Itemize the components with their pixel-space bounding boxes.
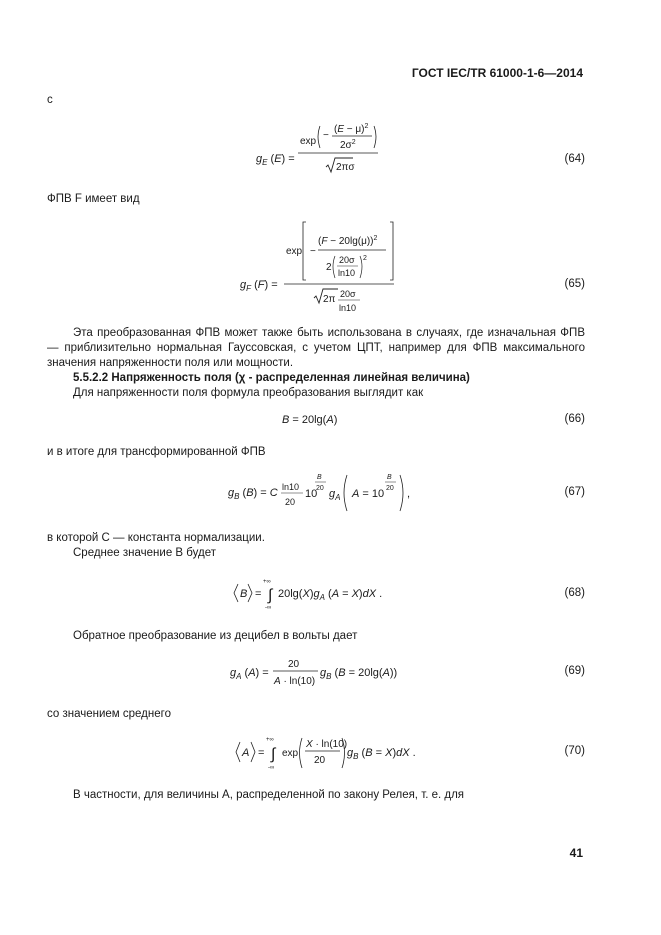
svg-text:gA (A) =: $g_A$ (A) = bbox=[230, 667, 269, 681]
equation-69 bbox=[228, 654, 408, 690]
svg-text:-∞: -∞ bbox=[268, 765, 275, 771]
svg-text:X · ln(10): X · ln(10) bbox=[306, 739, 348, 750]
svg-text:gB (B = 20lg(A)): $g_B$ (B = 20lg(A)) bbox=[320, 667, 398, 681]
svg-text:-∞: -∞ bbox=[265, 605, 272, 611]
svg-text:ln10: ln10 bbox=[338, 268, 356, 278]
svg-text:20σ: 20σ bbox=[339, 255, 355, 265]
svg-text:20: 20 bbox=[314, 755, 326, 766]
svg-text:gE (E) =: $g_E$ (E) = bbox=[256, 153, 295, 167]
svg-text:gB (B = X)dX .: $g_B$ (B = X)dX . bbox=[347, 747, 416, 761]
equation-67 bbox=[226, 470, 416, 516]
svg-text:2πσ: 2πσ bbox=[336, 162, 355, 173]
equation-68 bbox=[230, 576, 410, 612]
page-number: 41 bbox=[569, 846, 583, 860]
svg-text:=: = bbox=[255, 588, 262, 600]
text-result: и в итоге для трансформированной ФПВ bbox=[47, 446, 266, 458]
svg-text:B = 20lg(A): B = 20lg(A) bbox=[282, 414, 338, 426]
svg-text:B: B bbox=[240, 588, 248, 600]
svg-text:(F − 20lg(μ))2: $(F - 20\lg(\mu))^2$ bbox=[318, 235, 378, 247]
svg-text:2: 2 bbox=[363, 255, 367, 262]
svg-text:A: A bbox=[242, 747, 250, 759]
svg-text:B: B bbox=[387, 474, 392, 481]
svg-text:2: 2 bbox=[326, 262, 332, 273]
svg-text:20: 20 bbox=[316, 485, 324, 492]
svg-text:A = 10: A = 10 bbox=[352, 488, 385, 500]
document-code: ГОСТ IEC/TR 61000-1-6—2014 bbox=[411, 66, 583, 80]
text-inverse: Обратное преобразование из децибел в вольты дает bbox=[73, 630, 358, 642]
text-formula-intro: Для напряженности поля формула преобразования выглядит как bbox=[73, 387, 424, 399]
svg-text:(E − μ)2: $(E - \mu)^2$ bbox=[334, 123, 369, 135]
svg-text:exp: exp bbox=[282, 748, 299, 759]
svg-text:2π: 2π bbox=[323, 294, 336, 305]
equation-66 bbox=[280, 408, 360, 430]
equation-70 bbox=[232, 732, 422, 772]
equation-number-70: (70) bbox=[564, 745, 585, 757]
svg-text:ln10: ln10 bbox=[339, 303, 357, 313]
svg-text:gA: $g_A$ bbox=[329, 488, 341, 502]
svg-text:20lg(X)gA (A = X)dX .: $20\lg(X)g_A$ (A = X)dX . bbox=[278, 588, 383, 602]
equation-number-64: (64) bbox=[564, 153, 585, 165]
section-heading: 5.5.2.2 Напряженность поля (χ - распределенная линейная величина) bbox=[73, 372, 470, 384]
equation-64 bbox=[250, 118, 390, 180]
svg-text:10: 10 bbox=[305, 488, 318, 500]
text-rayleigh: В частности, для величины А, распределенной по закону Релея, т. е. для bbox=[73, 789, 465, 801]
text-where: в которой C — константа нормализации. bbox=[47, 532, 265, 544]
svg-text:,: , bbox=[407, 488, 411, 500]
equation-number-67: (67) bbox=[564, 486, 585, 498]
paragraph-transformed: Эта преобразованная ФПВ может также быть использована в случаях, где изначальная ФПВ — приблизительно нормальная Гауссовская, с учетом ЦПТ, например для ФПВ максимального значения напряженности поля или мощности. bbox=[47, 327, 585, 369]
text-mean: Среднее значение B будет bbox=[73, 547, 216, 559]
svg-text:gF (F) =: $g_F$ (F) = bbox=[240, 279, 278, 293]
svg-text:−: − bbox=[310, 246, 316, 257]
text-mean-value: со значением среднего bbox=[47, 708, 171, 720]
svg-text:20: 20 bbox=[285, 497, 296, 507]
svg-text:∫: ∫ bbox=[268, 587, 273, 604]
svg-text:exp: exp bbox=[300, 136, 317, 147]
svg-text:20: 20 bbox=[386, 485, 394, 492]
svg-text:20σ: 20σ bbox=[340, 289, 356, 299]
svg-text:20: 20 bbox=[288, 659, 300, 670]
text-fpv-f: ФПВ F имеет вид bbox=[47, 193, 140, 205]
equation-number-66: (66) bbox=[564, 413, 585, 425]
svg-text:−: − bbox=[323, 130, 329, 141]
equation-number-69: (69) bbox=[564, 665, 585, 677]
svg-text:ln10: ln10 bbox=[282, 482, 300, 492]
svg-text:A · ln(10): A · ln(10) bbox=[274, 676, 316, 687]
svg-text:+∞: +∞ bbox=[266, 737, 274, 743]
text-with: с bbox=[47, 94, 53, 106]
svg-text:+∞: +∞ bbox=[263, 579, 271, 585]
svg-text:exp: exp bbox=[286, 246, 303, 257]
svg-text:gB (B) = C: $g_B$ (B) = C bbox=[228, 487, 278, 501]
equation-number-68: (68) bbox=[564, 587, 585, 599]
svg-text:=: = bbox=[258, 747, 265, 759]
equation-number-65: (65) bbox=[564, 278, 585, 290]
svg-text:2σ2: $2\sigma^2$ bbox=[340, 139, 356, 151]
svg-text:B: B bbox=[317, 474, 322, 481]
equation-65 bbox=[236, 218, 396, 316]
svg-text:∫: ∫ bbox=[271, 746, 276, 763]
